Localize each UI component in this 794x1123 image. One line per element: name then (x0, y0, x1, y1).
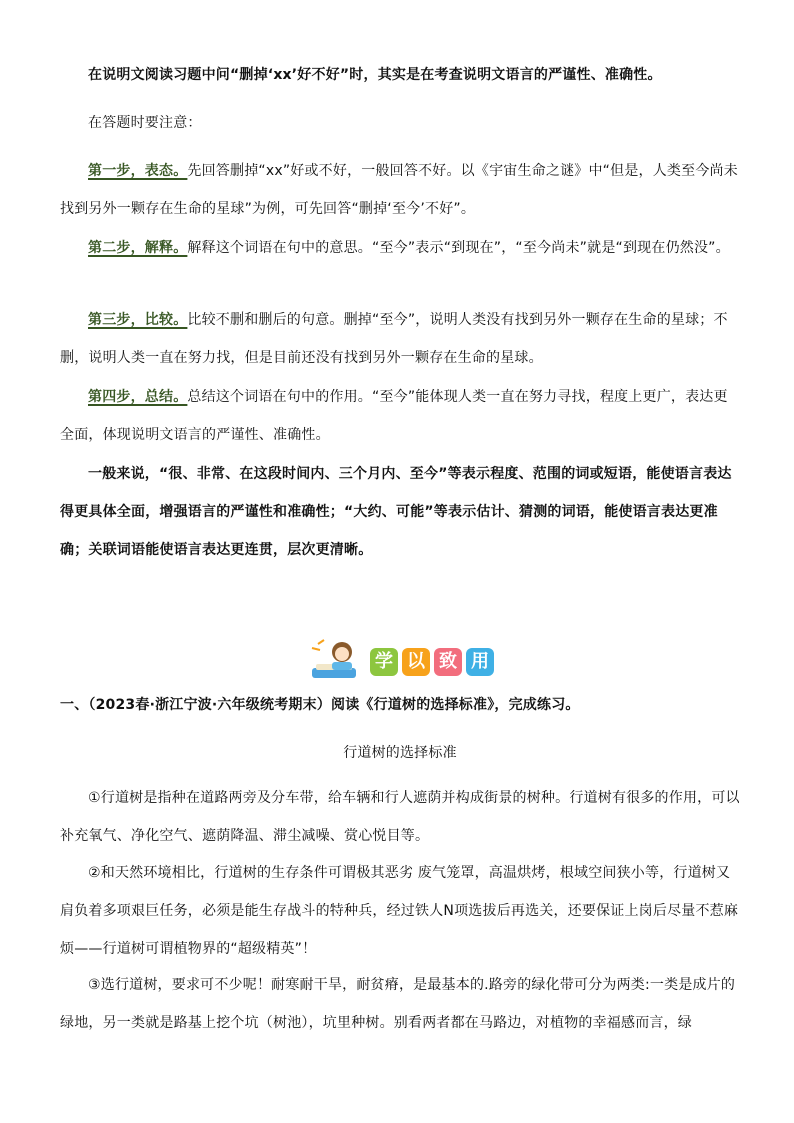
article-paragraph-1: ①行道树是指种在道路两旁及分车带，给车辆和行人遮荫并构成街景的树种。行道树有很多的作用，可以补充氧气、净化空气、遮荫降温、滞尘减噪、赏心悦目等。 (60, 790, 740, 844)
intro-line-1: 在说明文阅读习题中问“删掉‘xx’好不好”时，其实是在考查说明文语言的严谨性、准确性。 (88, 67, 662, 83)
banner-char-2: 以 (402, 648, 430, 676)
step-1-text: 先回答删掉“xx”好或不好，一般回答不好。以《宇宙生命之谜》中“但是，人类至今尚未找到另外一颗存在生命的星球”为例，可先回答“删掉‘至今’不好”。 (60, 163, 738, 217)
step-4-paragraph (60, 378, 740, 454)
summary-paragraph: 一般来说，“很、非常、在这段时间内、三个月内、至今”等表示程度、范围的词或短语，能使语言表达得更具体全面，增强语言的严谨性和准确性；“大约、可能”等表示估计、猜测的词语，能使语言表达更准确；关联词语能使语言表达更连贯，层次更清晰。 (60, 466, 732, 558)
step-2-text: 解释这个词语在句中的意思。“至今”表示“到现在”，“至今尚未”就是“到现在仍然没”。 (187, 240, 730, 256)
step-4-text: 总结这个词语在句中的作用。“至今”能体现人类一直在努力寻找，程度上更广，表达更全面，体现说明文语言的严谨性、准确性。 (60, 389, 728, 443)
step-3-paragraph (60, 301, 740, 377)
article-paragraph-2: ②和天然环境相比，行道树的生存条件可谓极其恶劣 废气笼罩，高温烘烤，根域空间狭小等，行道树又肩负着多项艰巨任务，必须是能生存战斗的特种兵，经过铁人N项选拔后再选关，还要保证上岗后尽量不惹麻烦——行道树可谓植物界的“超级精英”！ (60, 865, 739, 957)
article-title: 行道树的选择标准 (343, 745, 457, 761)
step-1-label: 第一步，表态。 (88, 163, 188, 179)
exercise-heading: 一、（2023春·浙江宁波·六年级统考期末）阅读《行道树的选择标准》，完成练习。 (60, 697, 580, 713)
banner-char-3: 致 (434, 648, 462, 676)
step-2-label: 第二步，解释。 (88, 240, 188, 256)
step-4-label: 第四步，总结。 (88, 389, 188, 405)
step-3-text: 比较不删和删后的句意。删掉“至今”，说明人类没有找到另外一颗存在生命的星球；不删，说明人类一直在努力找，但是目前还没有找到另外一颗存在生命的星球。 (60, 312, 728, 366)
step-2-paragraph (60, 229, 740, 267)
step-3-label: 第三步，比较。 (88, 312, 188, 328)
student-writing-icon (308, 638, 368, 684)
banner-char-1: 学 (370, 648, 398, 676)
banner-char-4: 用 (466, 648, 494, 676)
article-paragraph-3: ③选行道树，要求可不少呢！耐寒耐干旱，耐贫瘠，是最基本的.路旁的绿化带可分为两类:一类是成片的绿地，另一类就是路基上挖个坑（树池），坑里种树。别看两者都在马路边，对植物的幸福感而言，绿 (60, 977, 736, 1031)
step-1-paragraph (60, 152, 740, 228)
intro-line-2: 在答题时要注意： (88, 115, 202, 131)
section-banner (300, 638, 500, 684)
